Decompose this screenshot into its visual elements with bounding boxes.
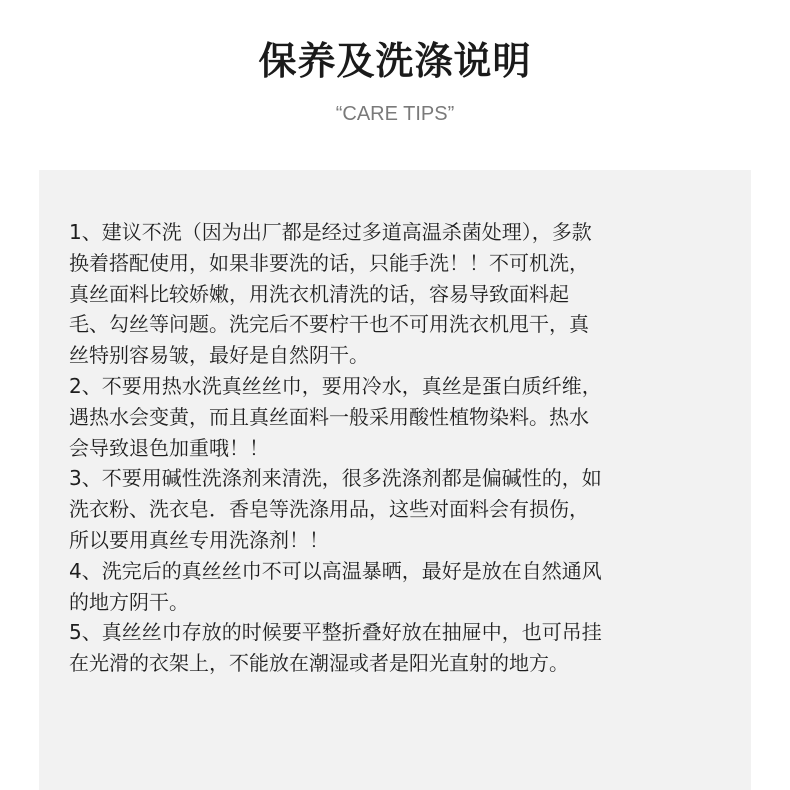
care-tips-text	[69, 217, 729, 679]
care-tips-panel	[39, 170, 751, 790]
tip-line: 毛、勾丝等问题。洗完后不要柠干也不可用洗衣机甩干，真	[69, 312, 589, 337]
tip-line: 的地方阴干。	[69, 589, 189, 614]
page-title: 保养及洗涤说明	[258, 39, 532, 83]
tip-line: 4、洗完后的真丝丝巾不可以高温暴晒，最好是放在自然通风	[69, 558, 602, 583]
tip-line: 2、不要用热水洗真丝丝巾，要用冷水，真丝是蛋白质纤维，	[69, 373, 602, 398]
page-subtitle: “CARE TIPS”	[335, 103, 455, 125]
tip-line: 在光滑的衣架上，不能放在潮湿或者是阳光直射的地方。	[69, 651, 569, 676]
tip-line: 丝特别容易皱，最好是自然阴干。	[69, 343, 369, 368]
tip-line: 真丝面料比较娇嫩，用洗衣机清洗的话，容易导致面料起	[69, 281, 569, 306]
tip-line: 会导致退色加重哦！！	[69, 435, 269, 460]
tip-line: 洗衣粉、洗衣皂．香皂等洗涤用品，这些对面料会有损伤，	[69, 497, 589, 522]
tip-line: 所以要用真丝专用洗涤剂！！	[69, 527, 329, 552]
tip-line: 1、建议不洗（因为出厂都是经过多道高温杀菌处理），多款	[69, 220, 592, 244]
tip-line: 换着搭配使用，如果非要洗的话，只能手洗！！不可机洗，	[69, 250, 589, 275]
tip-line: 3、不要用碱性洗涤剂来清洗，很多洗涤剂都是偏碱性的，如	[69, 466, 602, 491]
tip-line: 5、真丝丝巾存放的时候要平整折叠好放在抽屉中，也可吊挂	[69, 620, 602, 645]
tip-line: 遇热水会变黄，而且真丝面料一般采用酸性植物染料。热水	[69, 404, 589, 429]
